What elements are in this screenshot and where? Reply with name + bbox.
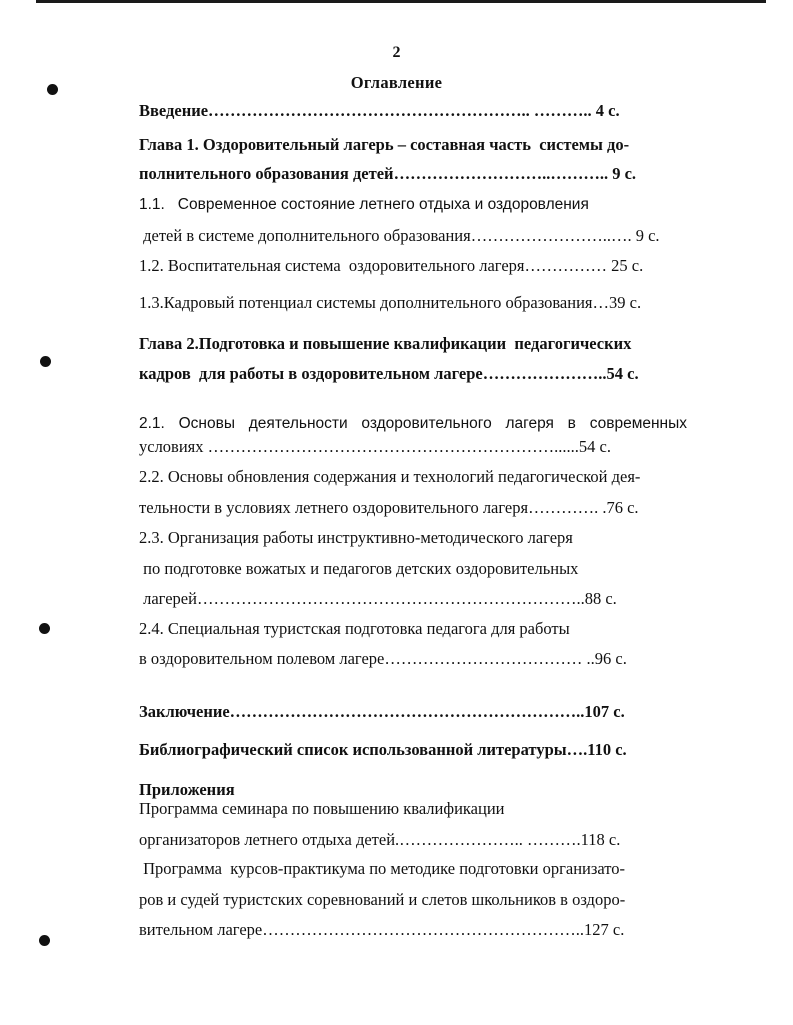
toc-appendix-heading: Приложения [139,780,235,799]
toc-appendix-2-line-3: вительном лагере…………………………………………………..127 с. [139,920,625,939]
toc-chapter-1-line-1: Глава 1. Оздоровительный лагерь – составная часть системы до- [139,135,630,154]
toc-appendix-2-line-1: Программа курсов-практикума по методике подготовки организато- [139,859,626,878]
toc-section-2-4-line-1: 2.4. Специальная туристская подготовка педагога для работы [139,619,570,638]
toc-chapter-2-line-2: кадров для работы в оздоровительном лагере…………………..54 с. [139,364,639,383]
toc-section-1-1-line-1: 1.1. Современное состояние летнего отдыха и оздоровления [139,196,589,213]
toc-section-2-3-line-1: 2.3. Организация работы инструктивно-методического лагеря [139,528,573,547]
toc-section-2-4-line-2: в оздоровительном полевом лагере……………………………… ..96 с. [139,649,627,668]
toc-section-2-2-line-1: 2.2. Основы обновления содержания и технологий педагогической дея- [139,467,641,486]
toc-entry-conclusion: Заключение………………………………………………………..107 с. [139,702,625,721]
toc-section-2-2-line-2: тельности в условиях летнего оздоровительного лагеря…………. .76 с. [139,498,639,517]
punch-hole-3 [39,623,50,634]
toc-section-2-3-line-3: лагерей……………………………………………………………..88 с. [139,589,617,608]
toc-appendix-2-line-2: ров и судей туристских соревнований и слетов школьников в оздоро- [139,890,626,909]
punch-hole-4 [39,935,50,946]
page-number: 2 [392,44,401,61]
toc-chapter-1-line-2: полнительного образования детей………………………..……….. 9 с. [139,164,637,183]
toc-section-2-1-line-2: условиях ………………………………………………………......54 с. [139,437,611,456]
toc-section-1-3: 1.3.Кадровый потенциал системы дополнительного образования…39 с. [139,293,642,312]
toc-section-2-1-line-1: 2.1. Основы деятельности оздоровительного лагеря в современных [139,415,687,432]
scan-top-border [36,0,766,3]
toc-section-1-1-line-2: детей в системе дополнительного образования……………………..…. 9 с. [139,226,660,245]
toc-chapter-2-line-1: Глава 2.Подготовка и повышение квалификации педагогических [139,334,632,353]
punch-hole-2 [40,356,51,367]
toc-entry-bibliography: Библиографический список использованной литературы….110 с. [139,740,627,759]
toc-appendix-1-line-2: организаторов летнего отдыха детей.………………….. ……….118 с. [139,830,621,849]
toc-section-2-3-line-2: по подготовке вожатых и педагогов детских оздоровительных [139,559,579,578]
page-title: Оглавление [350,73,443,92]
toc-section-1-2: 1.2. Воспитательная система оздоровительного лагеря…………… 25 с. [139,256,644,275]
toc-entry-intro: Введение………………………………………………….. ……….. 4 с. [139,101,620,120]
toc-appendix-1-line-1: Программа семинара по повышению квалификации [139,799,505,818]
